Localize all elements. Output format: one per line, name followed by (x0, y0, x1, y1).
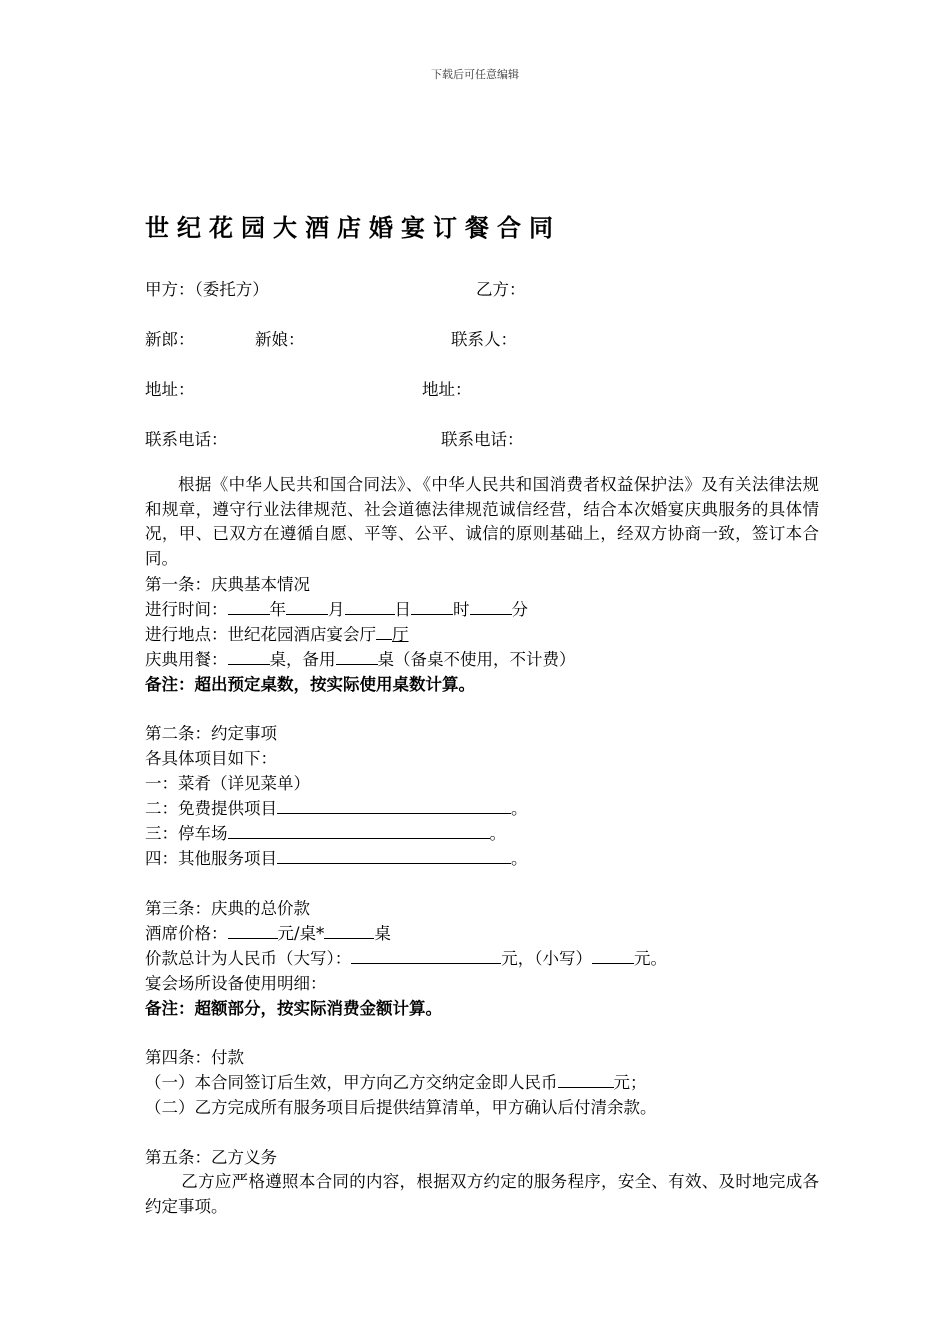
venue-label: 进行地点：世纪花园酒店宴会厅 (145, 625, 376, 644)
intro-paragraph: 根据《中华人民共和国合同法》、《中华人民共和国消费者权益保护法》及有关法律法规和规章，遵守行业法律规范、社会道德法律规范诚信经营，结合本次婚宴庆典服务的具体情况，甲、已双方在遵循自愿、平等、公平、诚信的原则基础上，经双方协商一致，签订本合同。 (145, 475, 819, 568)
clause1-unit: 元； (613, 1073, 647, 1092)
item2-label: 二：免费提供项目 (145, 799, 277, 818)
article3-price-line (145, 921, 391, 946)
year-unit: 年 (269, 600, 286, 619)
article1-heading: 第一条：庆典基本情况 (145, 575, 310, 594)
article1-time-line (145, 597, 528, 622)
total-words-blank[interactable] (351, 947, 501, 964)
price-tables-blank[interactable] (324, 922, 374, 939)
bride-label: 新娘： (255, 330, 305, 349)
article4-heading: 第四条：付款 (145, 1048, 244, 1067)
item4-period: 。 (511, 849, 528, 868)
article2-heading: 第二条：约定事项 (145, 724, 277, 743)
article3-equipment: 宴会场所设备使用明细： (145, 974, 327, 993)
day-unit: 日 (394, 600, 411, 619)
article1-venue-line (145, 622, 409, 647)
total-mid: 元，（小写） (501, 949, 592, 968)
other-services-blank[interactable] (277, 847, 511, 864)
hall-blank[interactable] (376, 623, 392, 640)
article4-clause2: （二）乙方完成所有服务项目后提供结算清单，甲方确认后付清余款。 (145, 1098, 657, 1117)
party-b-label: 乙方： (476, 280, 526, 299)
price-blank[interactable] (228, 922, 278, 939)
article3-heading: 第三条：庆典的总价款 (145, 899, 310, 918)
free-items-blank[interactable] (277, 797, 511, 814)
phone-a-label: 联系电话： (145, 430, 228, 449)
party-a-label: 甲方：（委托方） (145, 280, 269, 299)
article4-clause1-line (145, 1070, 647, 1095)
item4-label: 四：其他服务项目 (145, 849, 277, 868)
groom-label: 新郎： (145, 330, 195, 349)
address-b-label: 地址： (422, 380, 472, 399)
article2-item2-line (145, 796, 528, 821)
phone-b-label: 联系电话： (441, 430, 524, 449)
deposit-blank[interactable] (558, 1071, 614, 1088)
total-figures-blank[interactable] (592, 947, 634, 964)
article1-remark: 备注：超出预定桌数，按实际使用桌数计算。 (145, 675, 475, 694)
price-unit: 元/桌* (277, 924, 325, 943)
time-label: 进行时间： (145, 600, 228, 619)
article1-tables-line (145, 647, 576, 672)
article2-item1: 一：菜肴（详见菜单） (145, 774, 310, 793)
parking-blank[interactable] (228, 822, 490, 839)
article2-item4-line (145, 846, 528, 871)
contract-title: 世纪花园大酒店婚宴订餐合同 (145, 213, 561, 242)
price-label: 酒席价格： (145, 924, 228, 943)
item3-label: 三：停车场 (145, 824, 228, 843)
tables-unit: 桌，备用 (269, 650, 336, 669)
clause1-text: （一）本合同签订后生效，甲方向乙方交纳定金即人民币 (145, 1073, 558, 1092)
article3-total-line (145, 946, 667, 971)
minute-unit: 分 (511, 600, 528, 619)
minute-blank[interactable] (470, 598, 512, 615)
header-note: 下载后可任意编辑 (431, 68, 519, 81)
spare-tables-blank[interactable] (336, 648, 378, 665)
hall-unit: 厅 (392, 625, 409, 644)
article5-body: 乙方应严格遵照本合同的内容，根据双方约定的服务程序，安全、有效、及时地完成各约定事项。 (145, 1172, 819, 1216)
total-end: 元。 (634, 949, 667, 968)
item2-period: 。 (511, 799, 528, 818)
hour-blank[interactable] (411, 598, 453, 615)
tables-note: 桌（备桌不使用，不计费） (377, 650, 576, 669)
day-blank[interactable] (345, 598, 395, 615)
month-blank[interactable] (286, 598, 328, 615)
article5-heading: 第五条：乙方义务 (145, 1148, 277, 1167)
article2-item3-line (145, 821, 506, 846)
hour-unit: 时 (453, 600, 470, 619)
contact-person-label: 联系人： (451, 330, 517, 349)
tables-label: 庆典用餐： (145, 650, 228, 669)
price-tables-unit: 桌 (374, 924, 391, 943)
item3-period: 。 (489, 824, 506, 843)
month-unit: 月 (328, 600, 345, 619)
article3-remark: 备注：超额部分，按实际消费金额计算。 (145, 999, 442, 1018)
total-label: 价款总计为人民币（大写）： (145, 949, 352, 968)
address-a-label: 地址： (145, 380, 195, 399)
tables-blank[interactable] (228, 648, 270, 665)
article2-subheading: 各具体项目如下： (145, 749, 277, 768)
year-blank[interactable] (228, 598, 270, 615)
